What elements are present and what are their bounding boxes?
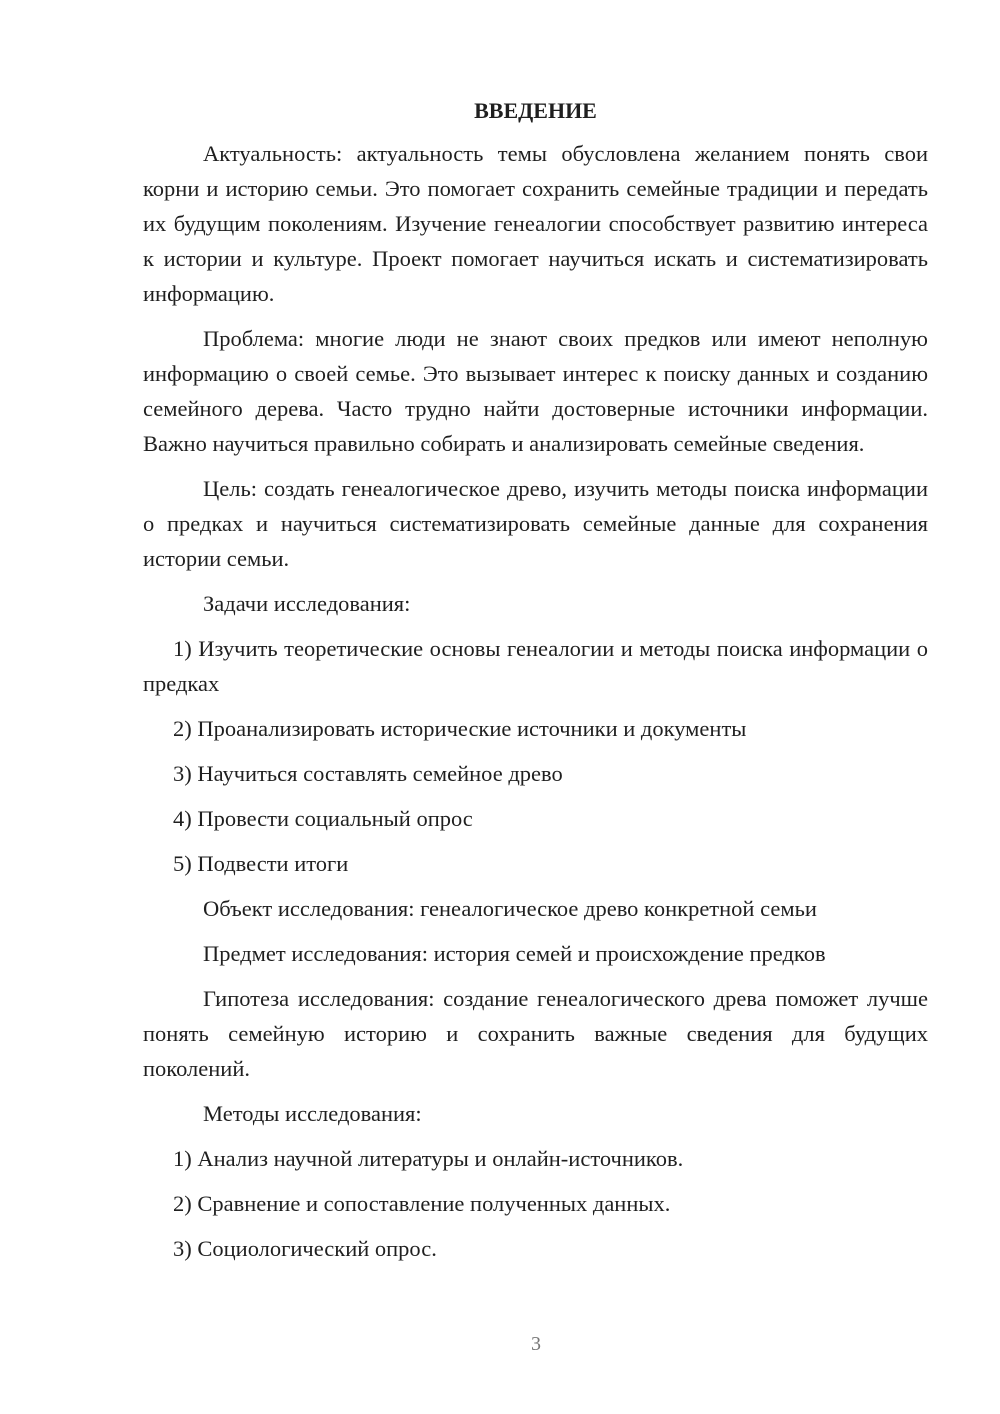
page-content: [143, 96, 928, 1276]
goal-paragraph: Цель: создать генеалогическое древо, изучить методы поиска информации о предках и научиться систематизировать семейные данные для сохранения истории семьи.: [143, 476, 928, 571]
page-number: 3: [531, 1333, 541, 1355]
task-item: 2) Проанализировать исторические источники и документы: [173, 716, 747, 741]
tasks-list: [143, 631, 928, 881]
methods-list: [143, 1141, 928, 1266]
relevance-paragraph: Актуальность: актуальность темы обусловлена желанием понять свои корни и историю семьи. Это помогает сохранить семейные традиции и передать их будущим поколениям. Изучение генеалогии способствует развитию интереса к истории и культуре. Проект помогает научиться искать и систематизировать информацию.: [143, 141, 928, 306]
methods-heading: Методы исследования:: [203, 1101, 422, 1126]
task-item: 4) Провести социальный опрос: [173, 806, 473, 831]
method-item: 2) Сравнение и сопоставление полученных данных.: [173, 1191, 671, 1216]
page-title: ВВЕДЕНИЕ: [474, 98, 597, 123]
task-item: 5) Подвести итоги: [173, 851, 349, 876]
task-item: 1) Изучить теоретические основы генеалогии и методы поиска информации о предках: [143, 636, 928, 696]
object-line: Объект исследования: генеалогическое древо конкретной семьи: [203, 896, 817, 921]
subject-line: Предмет исследования: история семей и происхождение предков: [203, 941, 826, 966]
tasks-heading: Задачи исследования:: [203, 591, 411, 616]
method-item: 1) Анализ научной литературы и онлайн-источников.: [173, 1146, 684, 1171]
task-item: 3) Научиться составлять семейное древо: [173, 761, 563, 786]
method-item: 3) Социологический опрос.: [173, 1236, 437, 1261]
hypothesis-paragraph: Гипотеза исследования: создание генеалогического древа поможет лучше понять семейную историю и сохранить важные сведения для будущих поколений.: [143, 986, 928, 1081]
problem-paragraph: Проблема: многие люди не знают своих предков или имеют неполную информацию о своей семье. Это вызывает интерес к поиску данных и созданию семейного дерева. Часто трудно найти достоверные источники информации. Важно научиться правильно собирать и анализировать семейные сведения.: [143, 326, 928, 456]
